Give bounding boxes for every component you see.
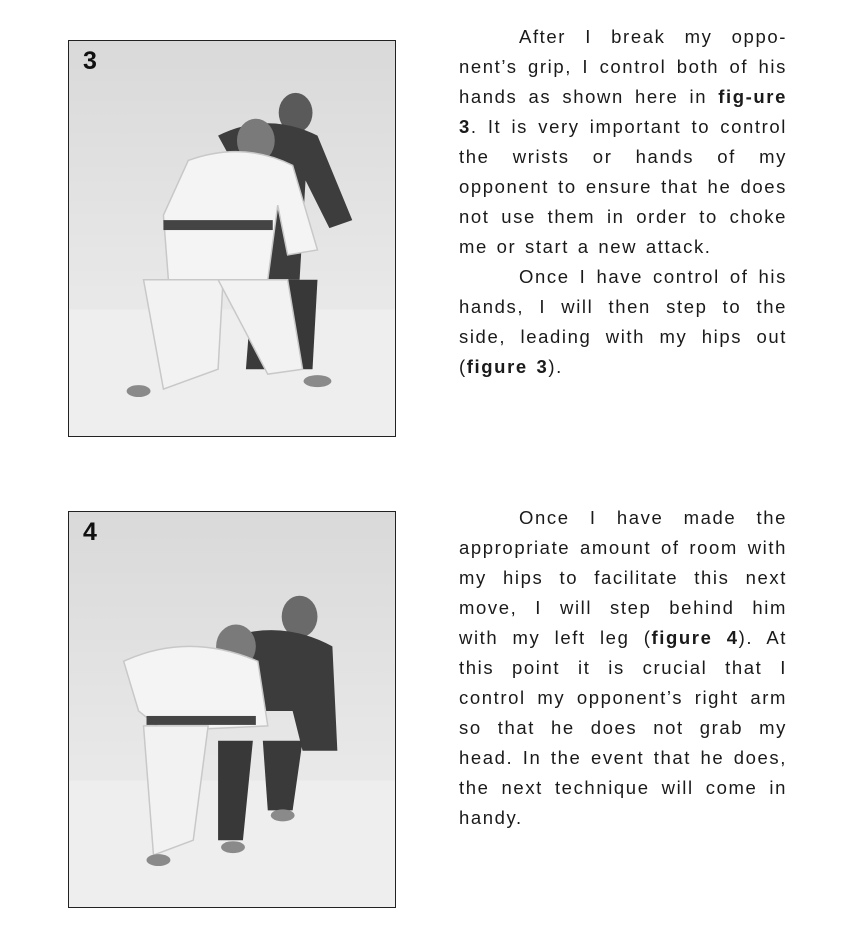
judo-grip-control-photo: [69, 41, 395, 436]
paragraph: Once I have control of his hands, I will then step to the side, leading with my hips out (figure 3).: [459, 266, 787, 377]
figure-number: 3: [83, 47, 97, 75]
figure-3-description: [459, 22, 787, 382]
paragraph: Once I have made the appropriate amount of room with my hips to facilitate this next move, I will step behind him with my left leg (figure 4). At this point it is crucial that I control my opponent’s right arm so that he does not grab my head. In the event that he does, the next technique will come in handy.: [459, 507, 787, 828]
figure-4-photo-frame: [68, 511, 396, 908]
judo-step-behind-photo: [69, 512, 395, 907]
figure-reference: figure 4: [651, 627, 739, 648]
figure-reference: figure 3: [466, 356, 549, 377]
figure-reference: fig-ure 3: [459, 86, 787, 137]
figure-4-description: [459, 503, 787, 833]
paragraph: After I break my oppo-nent’s grip, I control both of his hands as shown here in fig-ure 3. It is very important to control the wrists or hands of my opponent to ensure that he does not use them in order to choke me or start a new attack.: [459, 26, 787, 257]
figure-3-photo-frame: [68, 40, 396, 437]
figure-number: 4: [83, 518, 97, 546]
